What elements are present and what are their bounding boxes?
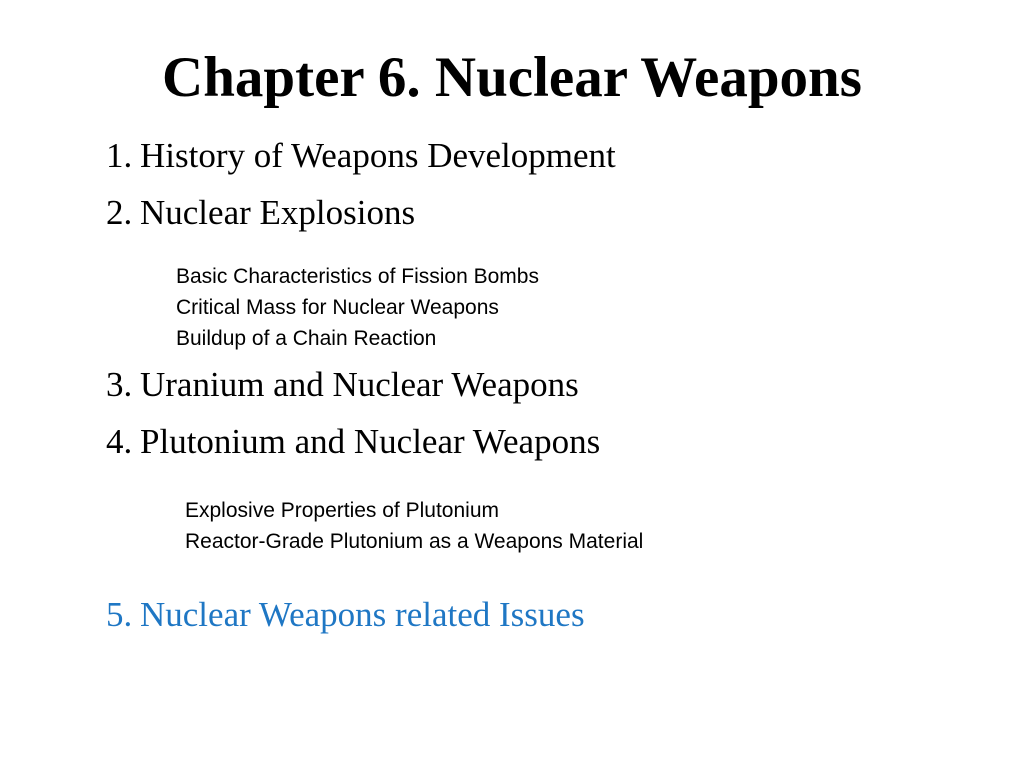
sublist-explosions [176, 261, 539, 354]
sublist-item: Basic Characteristics of Fission Bombs [176, 265, 539, 288]
list-item-text: Plutonium and Nuclear Weapons [140, 422, 601, 461]
list-item-3 [106, 363, 579, 407]
sublist-item: Buildup of a Chain Reaction [176, 327, 437, 350]
list-item-5 [106, 593, 585, 637]
list-item-text: Nuclear Explosions [140, 193, 416, 232]
list-item-number: 5. [106, 595, 133, 634]
sublist-item: Critical Mass for Nuclear Weapons [176, 296, 499, 319]
list-item-text: History of Weapons Development [140, 136, 616, 175]
sublist-item: Explosive Properties of Plutonium [185, 499, 499, 522]
list-item-2 [106, 191, 415, 235]
list-item-number: 1. [106, 136, 133, 175]
list-item-number: 4. [106, 422, 133, 461]
list-item-number: 3. [106, 365, 133, 404]
list-item-text: Uranium and Nuclear Weapons [140, 365, 579, 404]
sublist-item: Reactor-Grade Plutonium as a Weapons Material [185, 530, 644, 553]
list-item-1 [106, 134, 616, 178]
slide-title: Chapter 6. Nuclear Weapons [162, 46, 862, 109]
list-item-text: Nuclear Weapons related Issues [140, 595, 585, 634]
list-item-number: 2. [106, 193, 133, 232]
sublist-plutonium [185, 495, 643, 557]
list-item-4 [106, 420, 600, 464]
